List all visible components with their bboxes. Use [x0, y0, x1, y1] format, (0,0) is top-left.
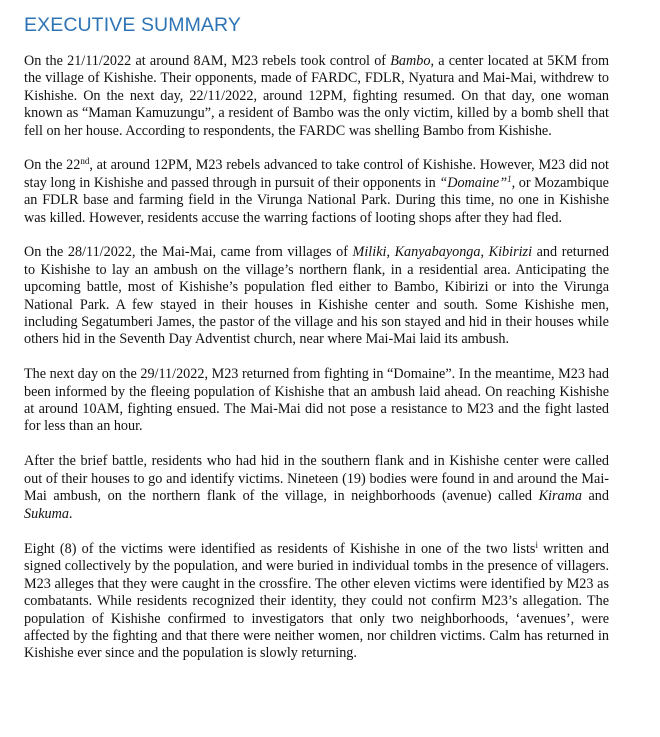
- text-run: On the 28/11/2022, the Mai-Mai, came from villages of: [24, 244, 353, 261]
- text-run: written and signed collectively by the population, and were buried in individual tombs in the presence of villagers. M23 alleges that they were caught in the crossfire. The other eleven victims were identified by M23 as combatants. While residents recognized their identity, they could not confirm M23’s allegation. The population of Kishishe confirmed to investigators that only two neighborhoods, ‘avenues’, were affected by the fighting and that there were neither women, nor children victims. Calm has returned in Kishishe ever since and the population is slowly returning.: [24, 540, 610, 662]
- italic-run: Miliki: [352, 244, 387, 261]
- footnote-marker: i: [535, 539, 538, 550]
- footnote-marker: nd: [80, 156, 90, 167]
- italic-run: Sukuma: [24, 505, 69, 522]
- paragraph: [24, 366, 609, 436]
- paragraph: [24, 53, 609, 140]
- paragraph: [24, 453, 609, 523]
- italic-run: “Domaine”: [439, 174, 508, 191]
- italic-run: ,: [511, 174, 516, 191]
- summary-body: [24, 53, 609, 663]
- text-run: The next day on the 29/11/2022, M23 returned from fighting in “Domaine”. In the meantime, M23 had been informed by the fleeing population of Kishishe that an ambush laid ahead. On reaching Kishishe at around 10AM, fighting ensued. The Mai-Mai did not pose a resistance to M23 and the fight lasted for less than an hour.: [24, 366, 609, 435]
- text-run: ,: [386, 244, 395, 261]
- paragraph: [24, 244, 609, 348]
- text-run: ,: [480, 244, 489, 261]
- paragraph: [24, 157, 609, 227]
- text-run: After the brief battle, residents who had hid in the southern flank and in Kishishe center were called out of their houses to go and identify victims. Nineteen (19) bodies were found in and around the Mai-Mai ambush, on the northern flank of the village, in neighborhoods (avenue) called: [24, 453, 609, 505]
- text-run: , at around 12PM, M23 rebels advanced to take control of Kishishe. However, M23 did not stay long in Kishishe and passed through in pursuit of their opponents in: [24, 157, 609, 191]
- text-run: Eight (8) of the victims were identified as residents of Kishishe in one of the two lists: [24, 540, 536, 557]
- text-run: On the 21/11/2022 at around 8AM, M23 rebels took control of: [24, 53, 391, 69]
- text-run: , a center located at 5KM from the village of Kishishe. Their opponents, made of FARDC, FDLR, Nyatura and Mai-Mai, withdrew to Kishishe. On the next day, 22/11/2022, around 12PM, fighting resumed. On that day, one woman known as “Maman Kamuzungu”, a resident of Bambo was the only victim, killed by a bomb shell that fell on her house. According to respondents, the FARDC was shelling Bambo from Kishishe.: [24, 53, 610, 139]
- text-run: and returned to Kishishe to lay an ambush on the village’s northern flank, in a residential area. Anticipating the upcoming battle, most of Kishishe’s population fled either to Bambo, Kibirizi or into the Virunga National Park. A few stayed in their houses in Kishishe center and south. Some Kishishe men, including Segatumberi James, the pastor of the village and his son stayed and hid in their houses while others hid in the Seventh Day Adventist church, near where Mai-Mai laid its ambush.: [24, 244, 609, 348]
- text-run: On the 22: [24, 157, 81, 174]
- italic-run: Bambo: [390, 53, 431, 69]
- italic-run: Kanyabayonga: [394, 244, 481, 261]
- italic-run: Kirama: [538, 488, 582, 505]
- footnote-marker: 1: [507, 173, 512, 184]
- section-heading: EXECUTIVE SUMMARY: [24, 14, 241, 36]
- italic-run: Kibirizi: [488, 244, 533, 261]
- text-run: or Mozambique an FDLR base and farming field in the Virunga National Park. During this time, no one in Kishishe was killed. However, residents accuse the warring factions of looting shops after they had fled.: [24, 174, 609, 226]
- text-run: .: [68, 505, 73, 522]
- paragraph: [24, 541, 609, 663]
- text-run: and: [581, 488, 609, 505]
